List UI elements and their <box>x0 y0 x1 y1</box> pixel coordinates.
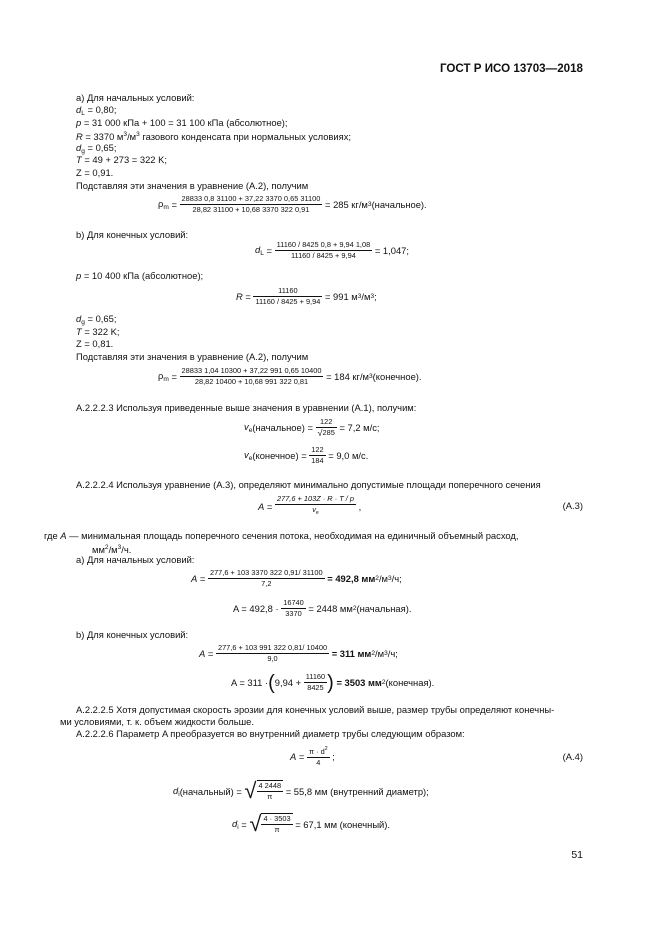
area-diameter-equation-a4: A = $\frac{\pi \cdot d^2}{4}$ ; <box>290 746 335 767</box>
temperature-final-line: T = 322 K; <box>76 326 120 337</box>
section-a2225-line1: А.2.2.2.5 Хотя допустимая скорость эрозии для конечных условий выше, размер трубы определяют конечны- <box>76 704 555 715</box>
area-initial-converted-equation: A = 492,8 · $\frac{16740}{3370}$ = 2448 мм 2 (начальная). <box>233 598 412 618</box>
area-initial-equation: A = $\frac{277,6 + 103 3370 322 0,91/ 31100}{7,2}$ = 492,8 мм 2 /м 3 /ч; <box>191 568 402 588</box>
density-initial-equation: $\rho_m$ = $\frac{28833 0,8 31100 + 37,22 3370 0,65 31100}{28,82 31100 + 10,68 3370 322 0,91}$ = 285 кг/м 3 (начальное). <box>158 194 427 214</box>
substitution-initial-text: Подставляя эти значения в уравнение (А.2), получим <box>76 180 309 191</box>
density-final-equation: $\rho_m$ = $\frac{28833 1,04 10300 + 37,22 991 0,65 10400}{28,82 10400 + 10,68 991 322 0,81}$ = 184 кг/м 3 (конечное). <box>158 366 422 386</box>
final-conditions-label: b) Для конечных условий: <box>76 229 189 240</box>
equation-number-a4: (А.4) <box>562 751 583 762</box>
gas-ratio-initial-line: R = 3370 $м^3/м^3$ газового конденсата при нормальных условиях; <box>76 131 352 142</box>
velocity-initial-equation: $v_e$ (начальное) = $\frac{122}{√285}$ = 7,2 м/с; <box>244 417 380 439</box>
area-final-converted-equation: A = 311 · ( 9,94 + $\frac{11160}{8425}$ ) = 3503 мм 2 (конечная). <box>231 671 435 694</box>
section-a2224-text: А.2.2.2.4 Используя уравнение (А.3), определяют минимально допустимые площади поперечного сечения <box>76 479 541 490</box>
diameter-initial-equation: $d_i$ (начальный) = √ $\frac{4 2448}{\pi}$ = 55,8 мм (внутренний диаметр); <box>173 778 429 803</box>
document-header: ГОСТ Р ИСО 13703—2018 <box>439 62 583 75</box>
section-a2223-text: А.2.2.2.3 Используя приведенные выше значения в уравнении (А.1), получим: <box>76 402 417 413</box>
velocity-final-equation: $v_e$ (конечное) = $\frac{122}{184}$ = 9,0 м/с. <box>244 445 369 465</box>
dl-initial-line: $d_L = 0,80$; <box>76 104 117 117</box>
gas-ratio-final-equation: R = $\frac{11160}{11160 / 8425 + 9,94}$ = 991 м 3 /м 3 ; <box>236 286 377 306</box>
initial-conditions-label: a) Для начальных условий: <box>76 92 195 103</box>
area-equation-a3: A = $\frac{277,6 + 103Z \cdot R \cdot T / p}{v_e}$ , <box>258 494 362 516</box>
diameter-final-equation: $d_i$ = √ $\frac{4 \cdot 3503}{\pi}$ = 67,1 мм (конечный). <box>232 811 391 836</box>
dl-final-equation: $d_L$ = $\frac{11160 / 8425 0,8 + 9,94 1,08}{11160 / 8425 + 9,94}$ = 1,047; <box>255 240 409 260</box>
area-final-equation: A = $\frac{277,6 + 103 991 322 0,81/ 10400}{9,0}$ = 311 мм 2 /м 3 /ч; <box>199 643 398 663</box>
page-number: 51 <box>571 849 583 861</box>
section-a2225-line2: ми условиями, т. к. объем жидкости больше. <box>60 716 254 727</box>
equation-number-a3: (А.3) <box>562 500 583 511</box>
area-initial-label: a) Для начальных условий: <box>76 554 195 565</box>
substitution-final-text: Подставляя эти значения в уравнение (А.2), получим <box>76 351 309 362</box>
pressure-final-line: p = 10 400 кПа (абсолютное); <box>76 270 204 281</box>
where-units-line: $мм^2/м^3/ч$. <box>92 544 132 555</box>
temperature-initial-line: T = 49 + 273 = 322 K; <box>76 154 167 165</box>
dg-final-line: $d_g = 0,65$; <box>76 313 117 326</box>
z-final-line: Z = 0,81. <box>76 338 114 349</box>
where-definition-line: где A — минимальная площадь поперечного сечения потока, необходимая на единичный объемный расход, <box>44 530 519 541</box>
pressure-initial-line: p = 31 000 кПа + 100 = 31 100 кПа (абсолютное); <box>76 117 288 128</box>
area-final-label: b) Для конечных условий: <box>76 629 189 640</box>
section-a2226-text: А.2.2.2.6 Параметр A преобразуется во внутренний диаметр трубы следующим образом: <box>76 728 465 739</box>
z-initial-line: Z = 0,91. <box>76 167 114 178</box>
dg-initial-line: $d_g = 0,65$; <box>76 142 117 155</box>
